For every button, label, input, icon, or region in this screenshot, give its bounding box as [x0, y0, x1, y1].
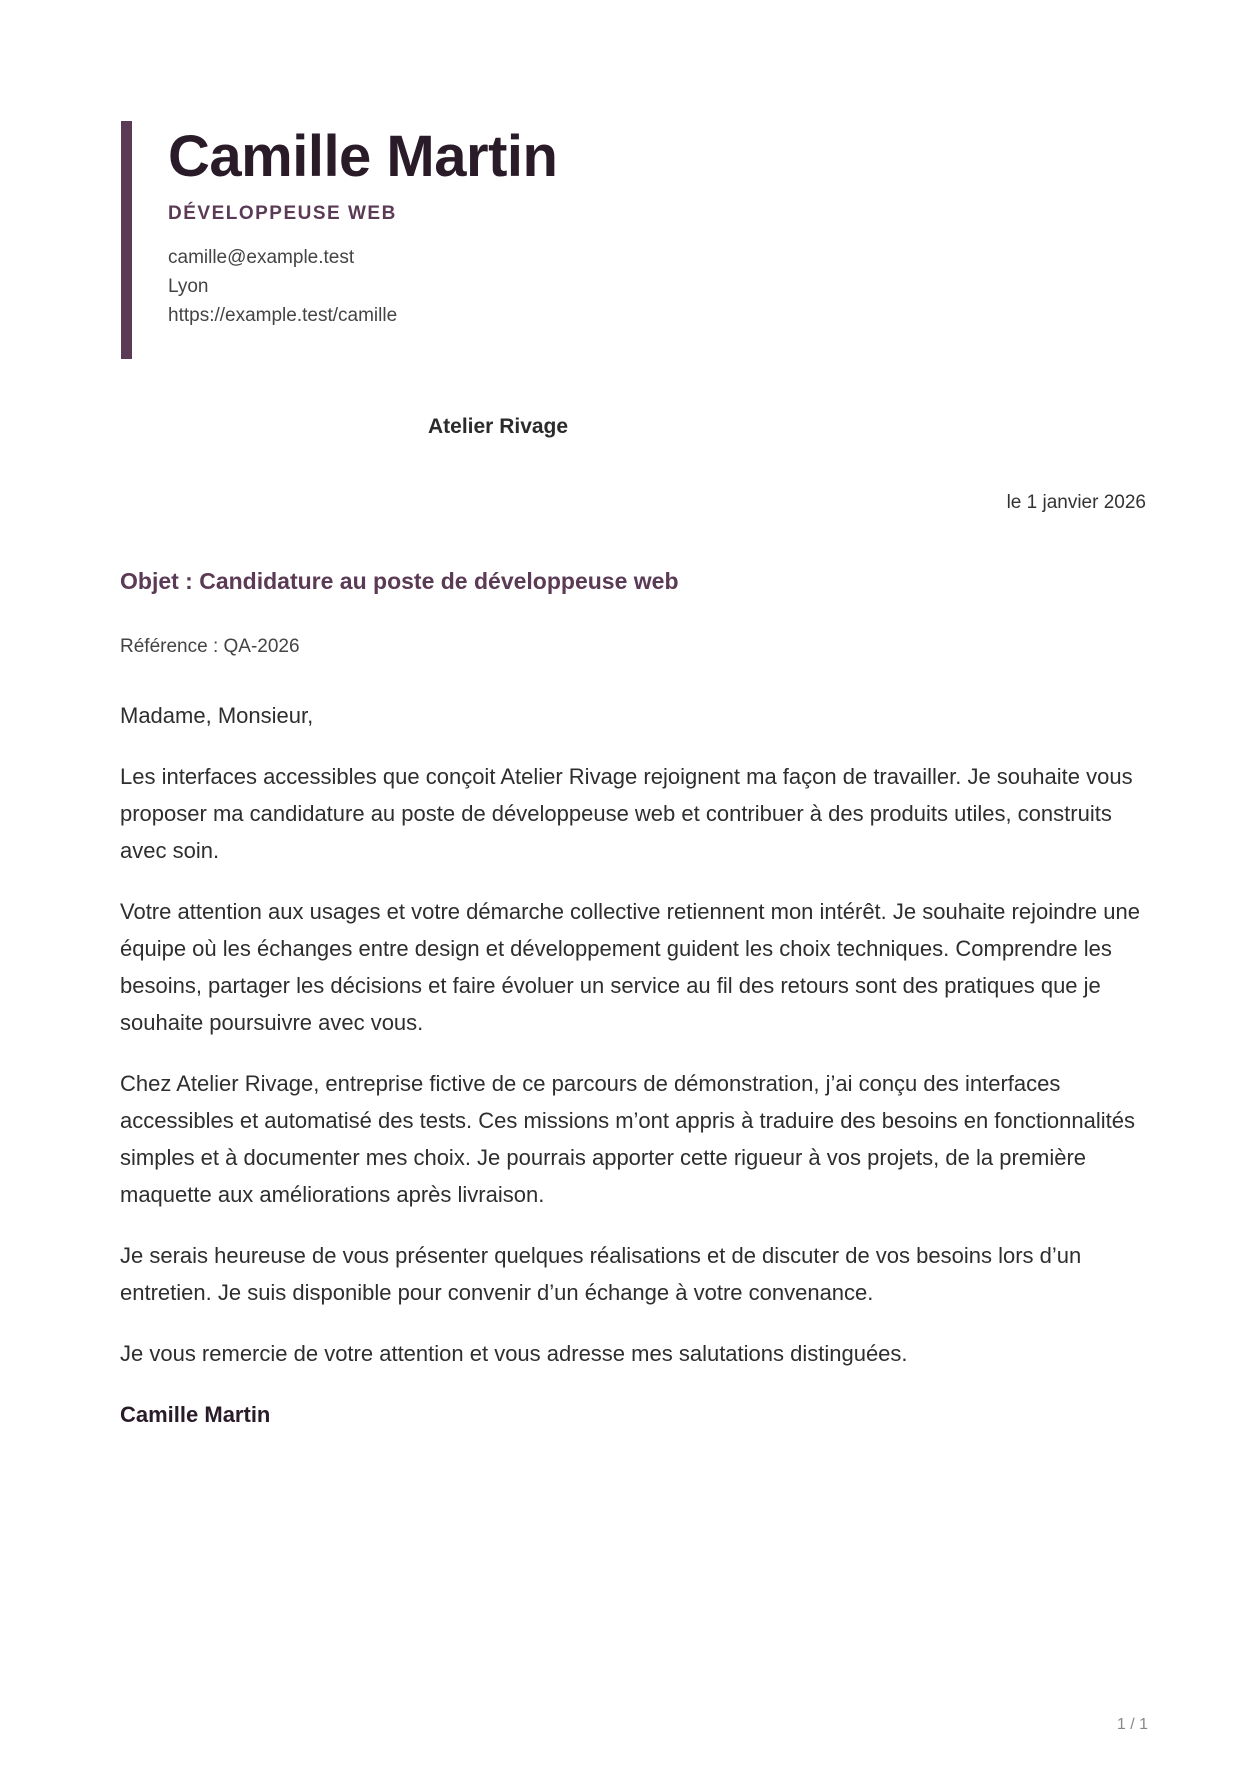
sender-website: https://example.test/camille: [168, 305, 398, 326]
body-paragraph: Je serais heureuse de vous présenter quelques réalisations et de discuter de vos besoins lors d’un entretien. Je suis disponible pour convenir d’un échange à votre convenance.: [120, 1243, 1082, 1305]
closing-paragraph: Je vous remercie de votre attention et vous adresse mes salutations distinguées.: [120, 1341, 908, 1366]
sender-name: Camille Martin: [168, 124, 558, 189]
body-paragraph: Les interfaces accessibles que conçoit Atelier Rivage rejoignent ma façon de travailler. Je souhaite vous proposer ma candidature au poste de développeuse web et contribuer à des produits utiles, construits avec soin.: [120, 764, 1133, 863]
accent-bar: [121, 121, 132, 359]
signature: Camille Martin: [120, 1402, 271, 1427]
sender-email: camille@example.test: [168, 247, 355, 268]
letter-reference: Référence : QA-2026: [120, 636, 300, 657]
body-paragraph: Votre attention aux usages et votre démarche collective retiennent mon intérêt. Je souhaite rejoindre une équipe où les échanges entre design et développement guident les choix techniques. Comprendre les besoins, partager les décisions et faire évoluer un service au fil des retours sont des pratiques que je souhaite poursuivre avec vous.: [120, 899, 1140, 1035]
letter-body: [120, 697, 1155, 1457]
sender-role: DÉVELOPPEUSE WEB: [168, 203, 397, 224]
greeting: Madame, Monsieur,: [120, 703, 314, 728]
letter-subject: Objet : Candidature au poste de développeuse web: [120, 568, 679, 594]
letter-header: [121, 121, 821, 359]
page-number: 1 / 1: [1116, 1716, 1148, 1733]
header-content: [168, 121, 557, 330]
sender-city: Lyon: [168, 276, 209, 297]
letter-date: le 1 janvier 2026: [1006, 492, 1146, 513]
recipient-name: Atelier Rivage: [428, 415, 569, 438]
sender-contact: [168, 243, 557, 330]
body-paragraph: Chez Atelier Rivage, entreprise fictive de ce parcours de démonstration, j’ai conçu des interfaces accessibles et automatisé des tests. Ces missions m’ont appris à traduire des besoins en fonctionnalités simples et à documenter mes choix. Je pourrais apporter cette rigueur à vos projets, de la première maquette aux améliorations après livraison.: [120, 1071, 1135, 1207]
